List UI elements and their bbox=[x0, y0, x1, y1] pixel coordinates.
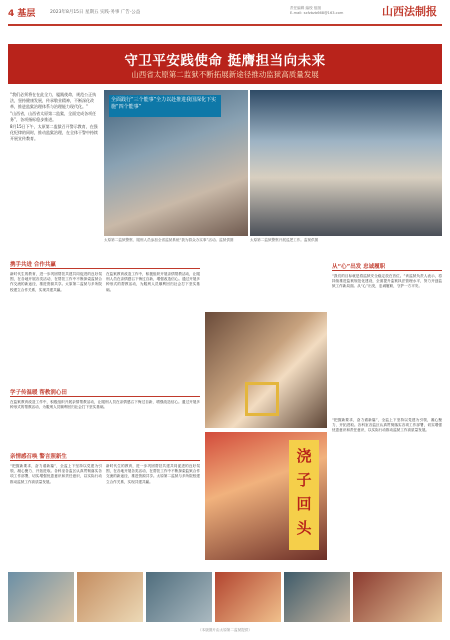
section-rule bbox=[10, 396, 200, 397]
newspaper-masthead: 山西法制报 bbox=[382, 5, 437, 18]
photo-inset-frame bbox=[245, 382, 279, 416]
intro-paragraph: “我们必须将在在此全力，履践使命，规范公正执法，坚持健康发展，传承敬业精神，不断深化改革，推进监狱治理体系与治理能力现代化。” bbox=[10, 92, 97, 109]
photo-caption-left: 太原第二监狱警察、服刑人员参加全省监狱系统“我为群众办实事”活动。监狱供图 bbox=[104, 238, 234, 242]
article-column: 新时代生的教育，进一步巩固帮扶共建共同促进的良好氛围，在各地开展各类活动，在帮扶工作中不断探索监狱合作交流的新途径，推进资源共享。太原第二监狱与多所院校建立合作关系，实现共建共赢。 bbox=[106, 464, 200, 484]
page-header bbox=[0, 0, 450, 26]
contact-line: 责任编辑 编校 组版 bbox=[290, 6, 322, 10]
article-column: “把握新要求，奋力谱新篇”，全监上下坚持以党建为引领，凝心聚力、开拓进取。各科室各监区认真贯彻落实各项工作部署，切实增强忧患意识和责任意识，以实际行动推动监狱工作高质量发展。 bbox=[10, 464, 102, 484]
article-column: 新时代生的教育，进一步巩固帮扶共建共同促进的良好氛围，在各地开展各类活动，在帮扶工作中不断探索监狱合作交流的新途径，推进资源共享。太原第二监狱与多所院校建立合作关系，实现共建共赢。 bbox=[10, 272, 102, 292]
photo-strip-item bbox=[8, 572, 74, 622]
mid-photo-performance bbox=[205, 432, 327, 560]
dateline: 2023年8月15日 星期五 实践·务事 广告·公益 bbox=[50, 10, 141, 15]
photo-strip-item bbox=[77, 572, 143, 622]
article-column: “我们的目标就是将监狱安全稳定放在首位。”该监狱负责人表示，将持续推进监狱规范化建设，全面提升监狱执法管理水平，努力开创监狱工作新局面。从“心”出发，忠诚履职，守护一方平安。 bbox=[332, 274, 442, 289]
lead-photo-left bbox=[104, 90, 248, 236]
main-headline: 守卫平安践使命 挺膺担当向未来 bbox=[124, 53, 326, 69]
article-column: 在监狱教育改造工作中，积极组织开展亲情帮教活动，让服刑人员在亲情感召下悔过自新，增强改造信心。通过开展多种形式的帮教活动，为服刑人员顺利回归社会打下坚实基础。 bbox=[106, 272, 200, 292]
lead-photo-right bbox=[250, 90, 442, 236]
section-heading: 携手共进 合作共赢 bbox=[10, 262, 56, 268]
intro-paragraph: 8月15日下午，太原第二监狱召开警示教育，在强化纪律的同时，推动监狱治理，在全体干警中持续开展宣传教育。 bbox=[10, 124, 98, 141]
photo-caption-right: 太原第二监狱警察开展巡逻工作。监狱供图 bbox=[250, 238, 319, 242]
section-rule bbox=[10, 268, 200, 269]
section-rule bbox=[10, 460, 200, 461]
page-section-label: 4 基层 bbox=[8, 9, 36, 19]
contact-line: E-mail: sxfzbzb668@163.com bbox=[290, 11, 344, 15]
photo-strip-item bbox=[353, 572, 442, 622]
article-column: 在监狱教育改造工作中，积极组织开展亲情帮教活动，让服刑人员在亲情感召下悔过自新，增强改造信心。通过开展多种形式的帮教活动，为服刑人员顺利回归社会打下坚实基础。 bbox=[10, 400, 200, 410]
contact-info bbox=[290, 6, 343, 16]
photo-strip-item bbox=[215, 572, 281, 622]
page-footer: （本版图片由太原第二监狱提供） bbox=[198, 628, 252, 632]
photo-banner bbox=[289, 440, 319, 550]
section-heading: 学子传温暖 帮教润心田 bbox=[10, 390, 67, 396]
section-heading: 亲情感召唤 警言照新生 bbox=[10, 454, 67, 460]
photo-banner-text: 浇子回头 bbox=[296, 447, 312, 537]
photo-strip-item bbox=[284, 572, 350, 622]
intro-paragraph: “山西省，山西省太原第二监狱，全面完成各项任务”，各项指标稳步推进。 bbox=[10, 111, 97, 122]
section-rule bbox=[332, 270, 442, 271]
header-rule bbox=[8, 24, 442, 26]
photo-overlay-text: 全面践行“三个能事”全力以赴推进我国深化下实施“四个能事” bbox=[109, 95, 221, 117]
headline-banner bbox=[8, 44, 442, 84]
article-column: “把握新要求，奋力谱新篇”，全监上下坚持以党建为引领，凝心聚力、开拓进取。各科室各监区认真贯彻落实各项工作部署，切实增强忧患意识和责任意识，以实际行动推动监狱工作高质量发展。 bbox=[332, 418, 442, 433]
photo-strip-item bbox=[146, 572, 212, 622]
intro-article bbox=[10, 92, 100, 143]
mid-photo-family bbox=[205, 312, 327, 428]
section-heading: 从“心”出发 忠诚履职 bbox=[332, 264, 386, 270]
subheadline: 山西省太原第二监狱不断拓展新途径推动监狱高质量发展 bbox=[131, 70, 319, 79]
